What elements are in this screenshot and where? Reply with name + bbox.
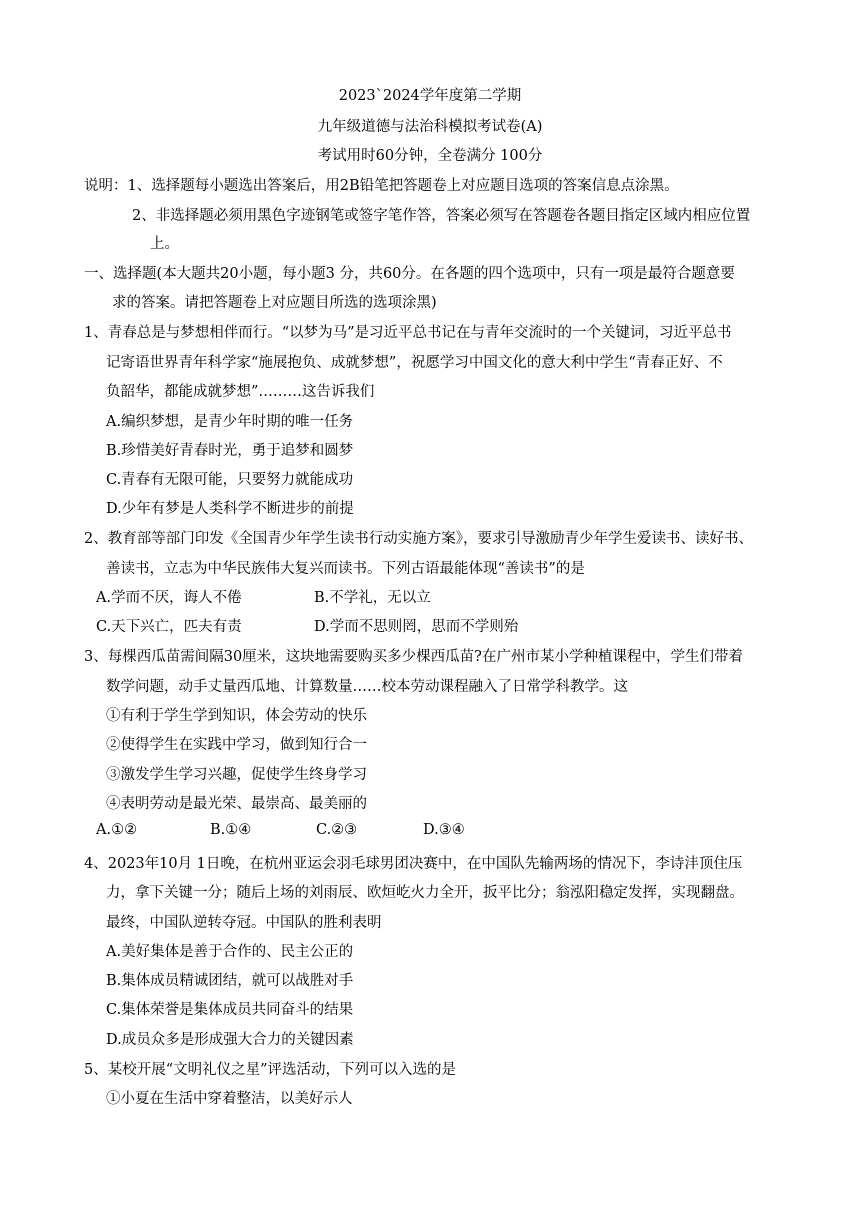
question-1-stem-2: 记寄语世界青年科学家“施展抱负、成就梦想”，祝愿学习中国文化的意大利中学生“青春正好、不	[106, 355, 723, 371]
question-3-option-b: B.①④	[210, 822, 252, 838]
question-3-option-d: D.③④	[423, 822, 465, 838]
question-5-statement-1: ①小夏在生活中穿着整洁，以美好示人	[106, 1091, 353, 1107]
question-4-stem-2: 力，拿下关键一分；随后上场的刘雨辰、欧烜屹火力全开，扳平比分；翁泓阳稳定发挥，实现翻盘。	[106, 885, 744, 901]
question-1-option-d: D.少年有梦是人类科学不断进步的前提	[106, 501, 354, 517]
question-1-option-a: A.编织梦想，是青少年时期的唯一任务	[106, 414, 354, 430]
question-3-stem-2: 数学问题，动手丈量西瓜地、计算数量……校本劳动课程融入了日常学科教学。这	[106, 679, 628, 695]
question-3-option-a: A.①②	[96, 822, 138, 838]
exam-info: 考试用时60分钟，全卷满分 100分	[317, 148, 543, 164]
question-2-option-d: D.学而不思则罔，思而不学则殆	[314, 619, 519, 635]
question-4-option-b: B.集体成员精诚团结，就可以战胜对手	[106, 973, 354, 989]
question-1-option-b: B.珍惜美好青春时光，勇于追梦和圆梦	[106, 443, 354, 459]
question-1-stem: 1、青春总是与梦想相伴而行。“以梦为马”是习近平总书记在与青年交流时的一个关键词，习近平总书	[84, 325, 732, 341]
note-2-cont: 上。	[150, 236, 179, 252]
question-4-stem: 4、2023年10月 1日晚，在杭州亚运会羽毛球男团决赛中，在中国队先输两场的情况下，李诗沣顶住压	[84, 856, 743, 872]
question-1-stem-3: 负韶华，都能成就梦想”………这告诉我们	[106, 384, 375, 400]
note-2: 2、非选择题必须用黑色字迹钢笔或签字笔作答，答案必须写在答题卷各题目指定区域内相应位置	[132, 208, 751, 224]
question-1-option-c: C.青春有无限可能，只要努力就能成功	[106, 472, 354, 488]
question-5-stem: 5、某校开展“文明礼仪之星”评选活动，下列可以入选的是	[84, 1062, 457, 1078]
question-2-option-c: C.天下兴亡，匹夫有责	[96, 619, 242, 635]
section-heading: 一、选择题(本大题共20小题，每小题3 分，共60分。在各题的四个选项中，只有一项是最符合题意要	[84, 266, 735, 282]
question-4-stem-3: 最终，中国队逆转夺冠。中国队的胜利表明	[106, 915, 382, 931]
question-3-statement-2: ②使得学生在实践中学习，做到知行合一	[106, 737, 367, 753]
question-3-statement-3: ③激发学生学习兴趣，促使学生终身学习	[106, 767, 367, 783]
question-4-option-d: D.成员众多是形成强大合力的关键因素	[106, 1032, 354, 1048]
question-4-option-c: C.集体荣誉是集体成员共同奋斗的结果	[106, 1002, 354, 1018]
exam-title: 九年级道德与法治科模拟考试卷(A)	[317, 119, 543, 135]
question-2-stem-2: 善读书，立志为中华民族伟大复兴而读书。下列古语最能体现“善读书”的是	[106, 561, 585, 577]
note-1: 说明：1、选择题每小题选出答案后，用2B铅笔把答题卷上对应题目选项的答案信息点涂黑。	[84, 178, 679, 194]
question-2-option-b: B.不学礼，无以立	[314, 590, 431, 606]
question-2-option-a: A.学而不厌，诲人不倦	[96, 590, 242, 606]
question-3-statement-4: ④表明劳动是最光荣、最崇高、最美丽的	[106, 796, 367, 812]
question-3-stem: 3、每棵西瓜苗需间隔30厘米，这块地需要购买多少棵西瓜苗?在广州市某小学种植课程中，学生们带着	[84, 649, 743, 665]
section-heading-cont: 求的答案。请把答题卷上对应题目所选的选项涂黑)	[112, 295, 437, 311]
question-2-stem: 2、教育部等部门印发《全国青少年学生读书行动实施方案》，要求引导激励青少年学生爱读书、读好书、	[84, 531, 753, 547]
term-title: 2023`2024学年度第二学期	[338, 88, 522, 104]
question-3-statement-1: ①有利于学生学到知识，体会劳动的快乐	[106, 708, 367, 724]
question-4-option-a: A.美好集体是善于合作的、民主公正的	[106, 944, 354, 960]
question-3-option-c: C.②③	[316, 822, 358, 838]
